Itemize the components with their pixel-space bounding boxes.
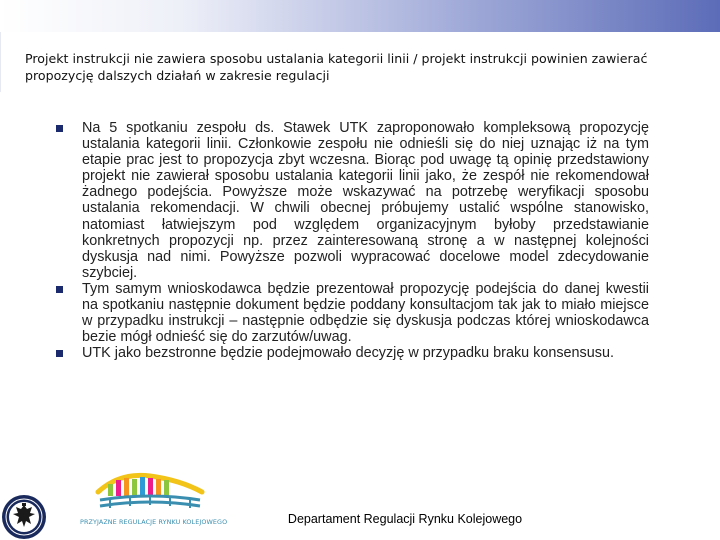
slide-title: Projekt instrukcji nie zawiera sposobu ustalania kategorii linii / projekt instrukcji powinien zawierać propozycję dalszych działań w zakresie regulacji bbox=[25, 51, 648, 83]
square-bullet-icon bbox=[56, 350, 63, 357]
bullet-item bbox=[55, 120, 649, 281]
logo bbox=[80, 470, 228, 534]
bullet-text: Na 5 spotkaniu zespołu ds. Stawek UTK zaproponowało kompleksową propozycję ustalania kategorii linii. Członkowie zespołu nie odnieśli się do niej uznając iż na tym etapie prac jest to propozycja zbyt wczesna. Biorąc pod uwagę tą opinię przedstawiony projekt nie zawierał sposobu ustalania kategorii linii jako, że zespół nie rekomendował żadnego podejścia. Powyższe może wskazywać na potrzebę weryfikacji sposobu ustalania rekomendacji. W chwili obecnej próbujemy ustalić wspólne stanowisko, natomiast łatwiejszym pod względem organizacyjnym byłoby przedstawianie konkretnych propozycji np. przez zainteresowaną stronę a w następnej kolejności dyskusja nad nimi. Powyższe pozwoli wypracować docelowe model zdecydowanie szybciej. bbox=[82, 120, 649, 281]
bullet-text: Tym samym wnioskodawca będzie prezentował propozycję podejścia do danej kwestii na spotkaniu następnie dokument będzie poddany konsultacjom tak jak to miało miejsce w przypadku instrukcji – następnie odbędzie się dyskusja podczas której wnioskodawca bezie mógł odnieść się do zarzutów/uwag. bbox=[82, 280, 649, 346]
square-bullet-icon bbox=[56, 125, 63, 132]
header-gradient-bar bbox=[0, 0, 720, 32]
bullet-item bbox=[55, 281, 649, 345]
bullet-list bbox=[55, 120, 649, 361]
polish-eagle-emblem-icon bbox=[1, 494, 47, 540]
square-bullet-icon bbox=[56, 286, 63, 293]
bullet-text: UTK jako bezstronne będzie podejmowało decyzję w przypadku braku konsensusu. bbox=[82, 345, 614, 362]
bullet-item bbox=[55, 345, 649, 361]
footer-department: Departament Regulacji Rynku Kolejowego bbox=[287, 512, 523, 526]
logo-text: PRZYJAZNE REGULACJE RYNKU KOLEJOWEGO bbox=[80, 518, 228, 526]
railway-logo-icon bbox=[80, 470, 220, 518]
